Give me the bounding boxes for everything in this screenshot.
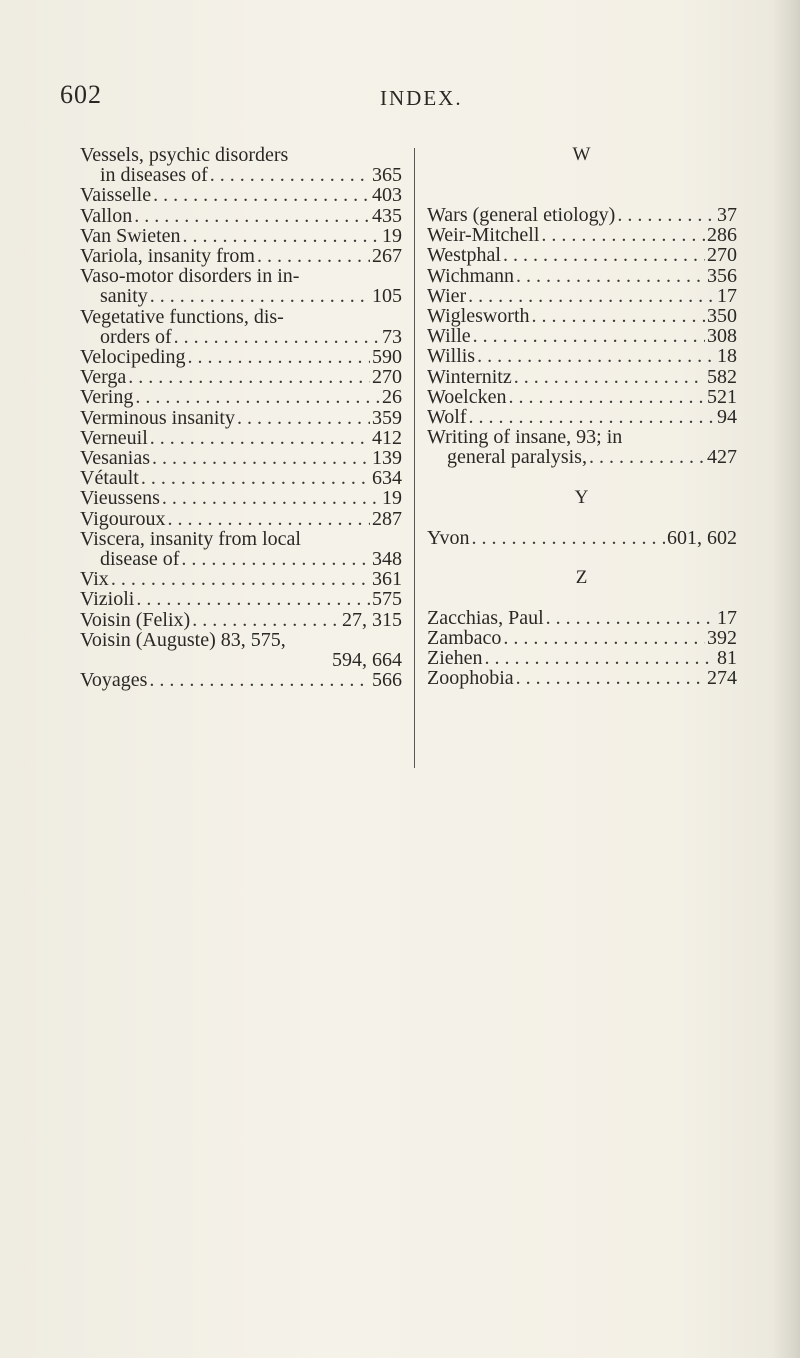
section-letter-w: W [572, 144, 592, 165]
index-entry: Vaso-motor disorders in in- [80, 265, 300, 288]
index-entry: Vétault . . . 634 [80, 468, 402, 488]
index-entry: Ziehen . . . 81 [427, 648, 737, 668]
index-entry: Vix . . . 361 [80, 569, 402, 589]
index-entry: Zambaco . . . 392 [427, 628, 737, 648]
index-entry: Yvon . . . 601, 602 [427, 528, 737, 548]
index-entry: Vallon . . . 435 [80, 206, 402, 226]
index-entry: Variola, insanity from . . . 267 [80, 246, 402, 266]
index-entry: Wier . . . 17 [427, 286, 737, 306]
index-entry: Zacchias, Paul . . . 17 [427, 608, 737, 628]
index-entry-continuation: sanity . . . 105 [80, 286, 402, 306]
index-entry-continuation: general paralysis, . . . 427 [427, 447, 737, 467]
index-entry-continuation: in diseases of . . . 365 [80, 165, 402, 185]
index-entry: Velocipeding . . . 590 [80, 347, 402, 367]
index-entry: Willis . . . 18 [427, 346, 737, 366]
page-header [60, 80, 700, 120]
index-entry: Vesanias . . . 139 [80, 448, 402, 468]
index-entry: Writing of insane, 93; in [427, 426, 623, 449]
index-entry: Viscera, insanity from local [80, 527, 301, 550]
index-entry: Westphal . . . 270 [427, 245, 737, 265]
index-entry: Wille . . . 308 [427, 326, 737, 346]
index-entry: Van Swieten . . . 19 [80, 226, 402, 246]
index-entry: Verga . . . 270 [80, 367, 402, 387]
index-entry-continuation: 594, 664 [332, 649, 402, 672]
index-entry: Wars (general etiology) . . . 37 [427, 205, 737, 225]
index-entry: Wolf . . . 94 [427, 407, 737, 427]
index-entry: Verneuil . . . 412 [80, 428, 402, 448]
index-entry: Voyages . . . 566 [80, 670, 402, 690]
index-entry: Vessels, psychic disorders [80, 144, 289, 166]
section-letter-z: Z [575, 566, 589, 588]
index-entry: Vaisselle . . . 403 [80, 185, 402, 205]
index-entry: Vigouroux . . . 287 [80, 509, 402, 529]
index-entry: Zoophobia . . . 274 [427, 668, 737, 688]
section-letter-y: Y [574, 486, 590, 508]
index-entry-continuation: disease of . . . 348 [80, 549, 402, 569]
index-entry: Woelcken . . . 521 [427, 387, 737, 407]
index-entry: Winternitz . . . 582 [427, 367, 737, 387]
page-number: 602 [60, 80, 102, 109]
index-entry: Voisin (Auguste) 83, 575, [80, 628, 286, 651]
index-column-right [427, 145, 737, 689]
index-entry: Wiglesworth . . . 350 [427, 306, 737, 326]
index-entry: Wichmann . . . 356 [427, 266, 737, 286]
index-entry: Vizioli . . . 575 [80, 589, 402, 609]
index-column-left [80, 145, 402, 690]
index-entry: Voisin (Felix) . . . 27, 315 [80, 610, 402, 630]
page-edge-shadow [772, 0, 800, 1358]
index-entry: Vieussens . . . 19 [80, 488, 402, 508]
index-entry: Verminous insanity . . . 359 [80, 408, 402, 428]
column-divider [414, 148, 415, 768]
index-entry-continuation: orders of . . . 73 [80, 327, 402, 347]
index-entry: Vering . . . 26 [80, 387, 402, 407]
index-entry: Vegetative functions, dis- [80, 305, 284, 328]
index-entry: Weir-Mitchell . . . 286 [427, 225, 737, 245]
running-head: INDEX. [380, 86, 463, 110]
